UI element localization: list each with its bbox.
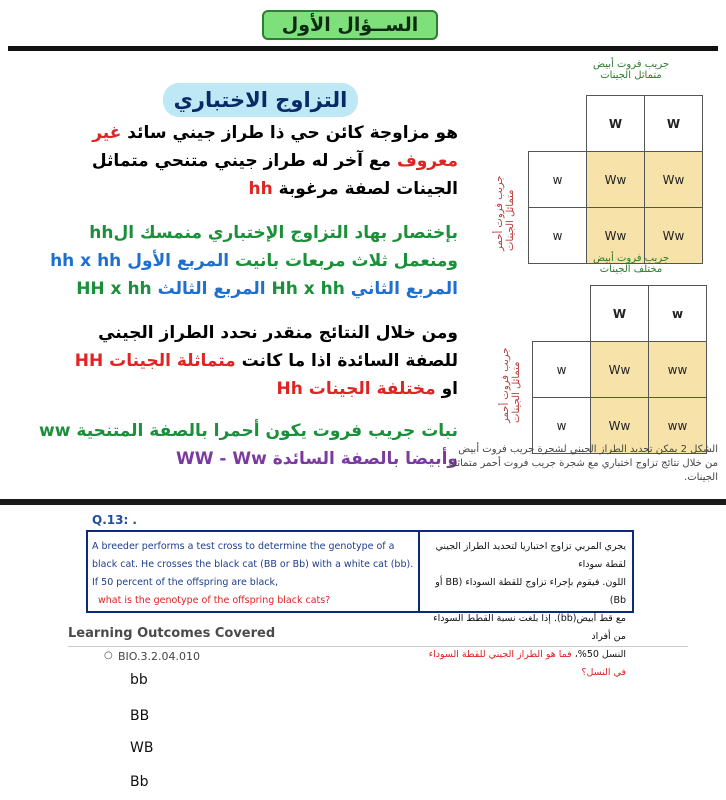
learning-outcomes-title: Learning Outcomes Covered <box>68 626 276 641</box>
lesson-line-7: ومن خلال النتائج منقدر نحدد الطراز الجيني <box>98 323 458 343</box>
punnett-cell: Ww <box>591 398 649 454</box>
corner-cell <box>533 286 591 342</box>
question-ar-line: اللون. فيقوم بإجراء تزاوج للقطة السوداء (BB أو Bb) <box>435 577 626 606</box>
allele-header: W <box>591 286 649 342</box>
page-title: الســؤال الأول <box>262 10 438 40</box>
lesson-text: المربع الثالث <box>151 279 272 299</box>
punnett-cell: ww <box>649 398 707 454</box>
lesson-text: الجينات لصفة مرغوبة <box>272 179 458 199</box>
lesson-highlight: المربع الأول hh x hh <box>50 251 230 271</box>
lesson-line-3 <box>248 179 458 199</box>
lesson-text: المربع الثاني <box>344 279 458 299</box>
lesson-subtitle: التزاوج الاختباري <box>163 83 358 117</box>
lesson-highlight: Hh x hh <box>271 279 345 299</box>
punnett-top-side-label: جريب فروت أحمر متماثل الجينات <box>494 175 516 251</box>
lesson-text: او <box>435 379 458 399</box>
answer-option-bb[interactable]: bb <box>130 672 148 688</box>
lesson-line-10: نبات جريب فروت يكون أحمرا بالصفة المتنحية ww <box>39 421 458 441</box>
question-en-line: A breeder performs a test cross to determine the genotype of a <box>92 541 395 552</box>
question-number: Q.13: . <box>92 513 137 527</box>
punnett-cell: Ww <box>591 342 649 398</box>
lesson-line-8 <box>75 351 458 371</box>
section-divider <box>0 499 726 505</box>
lesson-card <box>8 51 718 498</box>
allele-row-header: w <box>533 342 591 398</box>
lesson-line-5 <box>50 251 458 271</box>
allele-header: W <box>645 96 703 152</box>
question-ar-line <box>426 646 626 682</box>
question-ar-highlight: فما هو الطراز الجيني للقطة السوداء في النسل؟ <box>428 649 626 678</box>
lesson-line-2 <box>92 151 458 171</box>
lesson-highlight: غير <box>92 123 122 143</box>
question-english <box>88 532 420 611</box>
answer-option-BB[interactable]: BB <box>130 708 150 724</box>
lesson-highlight: معروف <box>396 151 458 171</box>
allele-header: w <box>649 286 707 342</box>
question-en-line: black cat. He crosses the black cat (BB or Bb) with a white cat (bb). <box>92 559 414 570</box>
header <box>0 0 726 50</box>
question-en-line: what is the genotype of the offspring black cats? <box>98 595 331 606</box>
lesson-highlight: hh <box>248 179 273 199</box>
allele-row-header: w <box>529 152 587 208</box>
lesson-line-6 <box>76 279 458 299</box>
question-arabic <box>420 532 632 678</box>
lesson-line-1 <box>92 123 458 143</box>
lesson-text: مع آخر له طراز جيني متنحي متماثل <box>91 151 397 171</box>
lesson-text: ومنعمل ثلاث مربعات بانيت <box>229 251 458 271</box>
allele-row-header: w <box>533 398 591 454</box>
punnett-cell: Ww <box>645 152 703 208</box>
figure-caption: الشكل 2 يمكن تحديد الطراز الجيني لشجرة جريب فروت أبيض من خلال نتائج تزاوج اختباري مع شجرة جريب فروت أحمر متماثلة الجينات. <box>448 444 718 483</box>
lesson-text: للصفة السائدة اذا ما كانت <box>235 351 458 371</box>
punnett-square-top <box>528 95 703 264</box>
punnett-bottom-caption: جريب فروت أبيض مختلف الجينات <box>592 253 670 275</box>
lesson-text: هو مزاوجة كائن حي ذا طراز جيني سائد <box>121 123 458 143</box>
lesson-highlight: HH x hh <box>76 279 152 299</box>
lesson-highlight: متماثلة الجينات HH <box>74 351 236 371</box>
learning-outcome-item: ○ BIO.3.2.04.010 <box>118 650 200 663</box>
lesson-line-11: وأبيضا بالصفة السائدة WW - Ww <box>175 449 458 469</box>
punnett-cell: Ww <box>587 208 645 264</box>
punnett-square-bottom <box>532 285 707 454</box>
punnett-bottom-side-label: جريب فروت أحمر متماثل الجينات <box>500 347 522 423</box>
question-ar-text: النسل 50%، <box>571 649 626 660</box>
lesson-highlight: مختلفة الجينات Hh <box>276 379 436 399</box>
answer-option-WB[interactable]: WB <box>130 740 154 756</box>
question-ar-line: يجري المربي تزاوج اختباريا لتحديد الطراز الجيني لقطة سوداء <box>435 541 626 570</box>
answer-option-Bb[interactable]: Bb <box>130 774 149 790</box>
question-ar-line: مع قط أبيض(bb). إذا بلغت نسبة القطط السوداء من أفراد <box>433 613 626 642</box>
lesson-line-4: بإختصار بهاد التزاوج الإختباري منمسك الhh <box>89 223 458 243</box>
punnett-cell: ww <box>649 342 707 398</box>
punnett-cell: Ww <box>645 208 703 264</box>
punnett-cell: Ww <box>587 152 645 208</box>
corner-cell <box>529 96 587 152</box>
learning-outcomes-divider <box>68 646 688 647</box>
question-en-line: If 50 percent of the offspring are black, <box>92 577 279 588</box>
punnett-top-caption: جريب فروت أبيض متماثل الجينات <box>592 59 670 81</box>
lesson-line-9 <box>276 379 458 399</box>
allele-header: W <box>587 96 645 152</box>
allele-row-header: w <box>529 208 587 264</box>
